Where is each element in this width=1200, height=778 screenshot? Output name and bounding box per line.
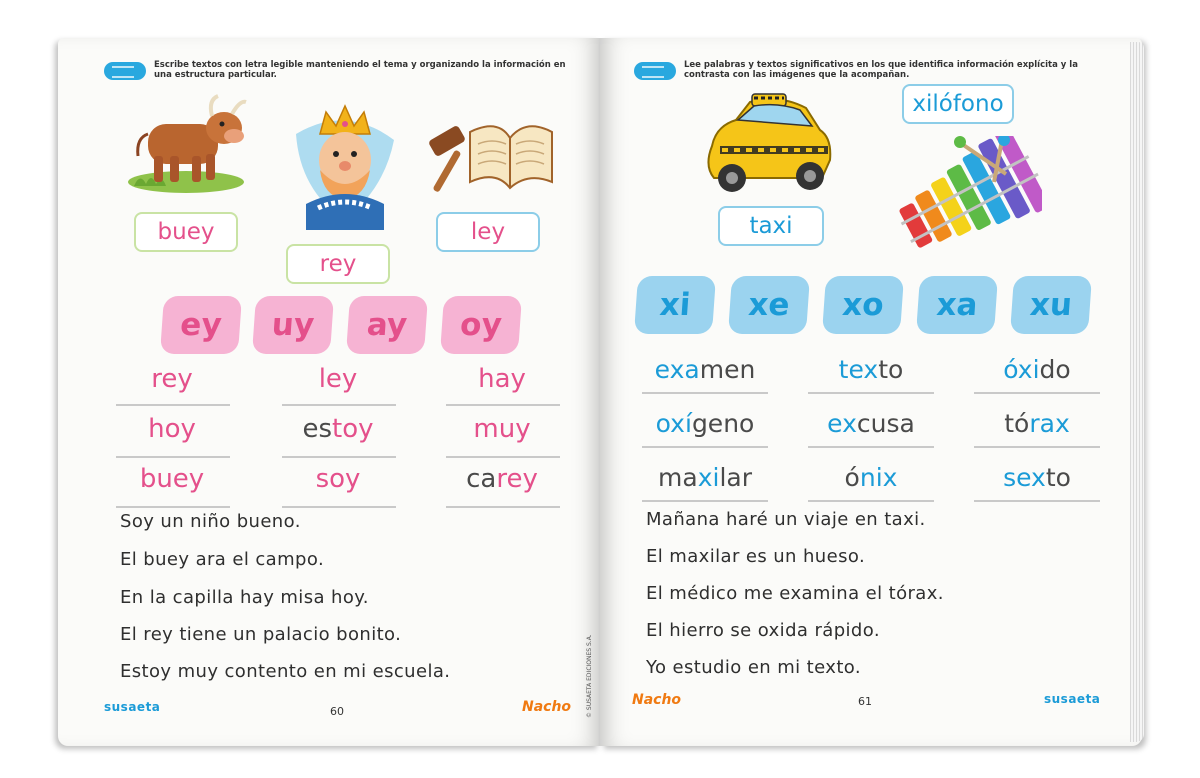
word-highlight: óxi — [1003, 354, 1040, 384]
word-suffix: do — [1039, 354, 1071, 384]
syllable-xo: xo — [822, 276, 904, 334]
word-torax — [972, 398, 1102, 448]
writing-line — [642, 446, 768, 448]
word-highlight: exa — [654, 354, 700, 384]
word-onix — [806, 452, 936, 502]
objective-badge-icon — [634, 62, 676, 80]
syllable-ey: ey — [160, 296, 242, 354]
writing-line — [974, 500, 1100, 502]
writing-line — [808, 392, 934, 394]
learning-objective-left — [104, 60, 574, 80]
word-prefix: ma — [658, 462, 698, 492]
king-illustration-icon — [290, 104, 400, 230]
word-suffix: lar — [719, 462, 752, 492]
word-suffix: men — [699, 354, 756, 384]
word-estoy — [282, 404, 394, 454]
publisher-logo: susaeta — [1044, 692, 1101, 706]
word-highlight: xi — [697, 462, 720, 492]
ox-illustration-icon — [124, 94, 254, 198]
writing-line — [642, 392, 768, 394]
word-soy: soy — [315, 464, 361, 494]
xylophone-illustration-icon — [892, 136, 1042, 248]
page-60 — [58, 38, 600, 746]
syllable-oy: oy — [440, 296, 522, 354]
syllable-xi: xi — [634, 276, 716, 334]
sentence-1: Soy un niño bueno. — [120, 511, 301, 532]
page-number: 60 — [330, 705, 344, 718]
word-highlight: tex — [838, 354, 879, 384]
word-suffix: to — [1045, 462, 1071, 492]
word-highlight: nix — [859, 462, 898, 492]
syllable-xa: xa — [916, 276, 998, 334]
word-rey: rey — [151, 364, 193, 394]
sentence-5: Estoy muy contento en mi escuela. — [120, 661, 451, 682]
picture-word-buey: buey — [134, 212, 238, 252]
picture-word-rey: rey — [286, 244, 390, 284]
writing-line — [974, 446, 1100, 448]
word-part-plain: ca — [466, 464, 497, 494]
sentence-3: En la capilla hay misa hoy. — [120, 587, 369, 608]
word-sexto — [972, 452, 1102, 502]
writing-line — [808, 446, 934, 448]
word-part-plain: es — [302, 414, 333, 444]
word-carey — [446, 454, 558, 504]
word-part-highlight: rey — [496, 464, 538, 494]
sentence-2: El maxilar es un hueso. — [646, 546, 866, 567]
taxi-illustration-icon — [698, 90, 838, 198]
publisher-logo: susaeta — [104, 700, 161, 714]
word-maxilar — [640, 452, 770, 502]
writing-line — [116, 506, 230, 508]
sentence-4: El rey tiene un palacio bonito. — [120, 624, 402, 645]
page-61 — [600, 38, 1142, 746]
law-book-gavel-icon — [426, 112, 554, 204]
word-oxido — [972, 344, 1102, 394]
word-highlight: oxí — [655, 408, 692, 438]
sentence-3: El médico me examina el tórax. — [646, 583, 944, 604]
word-prefix: tó — [1004, 408, 1030, 438]
picture-word-xilofono: xilófono — [902, 84, 1014, 124]
objective-text: Escribe textos con letra legible manteniendo el tema y organizando la información en una estructura particular. — [154, 60, 566, 80]
writing-line — [642, 500, 768, 502]
word-hay: hay — [478, 364, 526, 394]
writing-line — [808, 500, 934, 502]
series-logo: Nacho — [632, 692, 682, 708]
learning-objective-right — [634, 60, 1114, 80]
word-suffix: to — [878, 354, 904, 384]
word-buey: buey — [139, 464, 205, 494]
word-examen — [640, 344, 770, 394]
objective-text: Lee palabras y textos significativos en los que identifica información explícita y la contrasta con las imágenes que la acompañan. — [684, 60, 1078, 80]
word-highlight: rax — [1029, 408, 1070, 438]
sentence-4: El hierro se oxida rápido. — [646, 620, 880, 641]
word-texto — [806, 344, 936, 394]
sentence-5: Yo estudio en mi texto. — [646, 657, 862, 678]
word-excusa — [806, 398, 936, 448]
word-hoy: hoy — [148, 414, 196, 444]
syllable-uy: uy — [252, 296, 334, 354]
word-part-highlight: toy — [332, 414, 374, 444]
word-suffix: geno — [691, 408, 755, 438]
syllable-xu: xu — [1010, 276, 1092, 334]
word-highlight: ex — [827, 408, 857, 438]
writing-line — [282, 506, 396, 508]
word-oxigeno — [640, 398, 770, 448]
word-suffix: cusa — [856, 408, 915, 438]
word-muy: muy — [473, 414, 531, 444]
copyright-note: © SUSAETA EDICIONES S.A. — [586, 634, 593, 718]
page-number: 61 — [858, 695, 872, 708]
syllable-xe: xe — [728, 276, 810, 334]
page-edges — [1130, 42, 1144, 742]
picture-word-ley: ley — [436, 212, 540, 252]
picture-word-taxi: taxi — [718, 206, 824, 246]
objective-badge-icon — [104, 62, 146, 80]
syllable-ay: ay — [346, 296, 428, 354]
word-prefix: ó — [844, 462, 860, 492]
series-logo: Nacho — [522, 699, 572, 715]
sentence-2: El buey ara el campo. — [120, 549, 325, 570]
sentence-1: Mañana haré un viaje en taxi. — [646, 509, 926, 530]
word-highlight: sex — [1003, 462, 1046, 492]
writing-line — [446, 506, 560, 508]
word-ley: ley — [318, 364, 358, 394]
writing-line — [974, 392, 1100, 394]
